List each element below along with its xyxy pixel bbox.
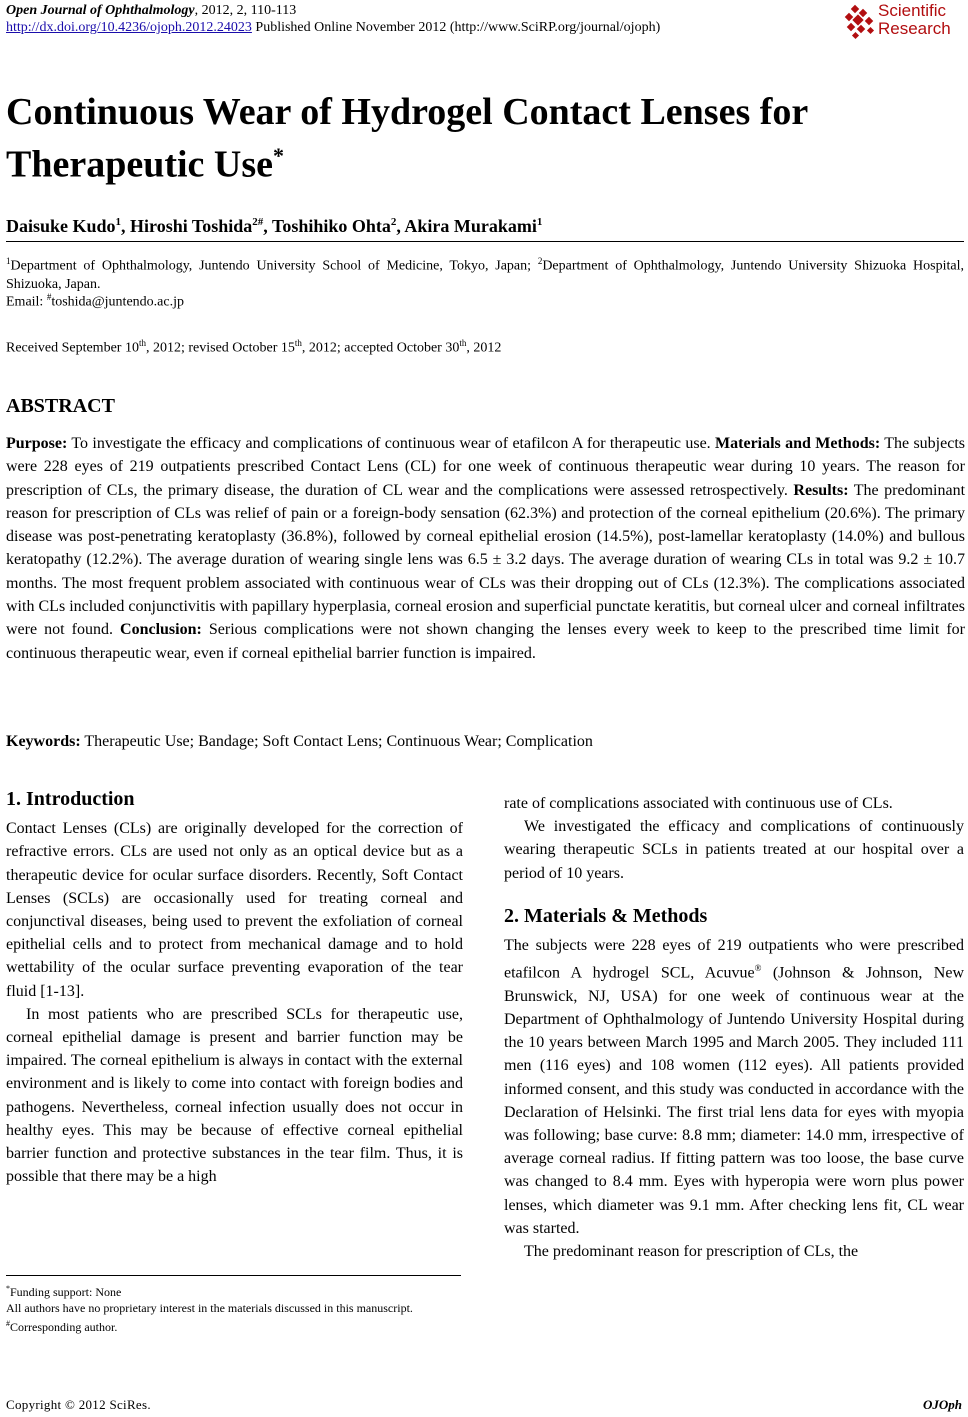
author-name: Toshihiko Ohta <box>271 216 391 236</box>
abstract-heading: ABSTRACT <box>6 395 115 417</box>
methods-label: Materials and Methods: <box>715 435 881 452</box>
methods-p1-end: (Johnson & Johnson, New Brunswick, NJ, USA) for one week of continuous wear at the Department of Ophthalmology of Juntendo University Hospital during the 10 years between March 1995 and March 2005. They included 111 men (116 eyes) and 108 women (112 eyes). All patients provided informed consent, and this study was conducted in accordance with the Declaration of Helsinki. The first trial lens data for eyes with myopia was following; base curve: 8.8 mm; diameter: 14.0 mm, irrespective of average corneal radius. If fitting pattern was too loose, the base curve was changed to 8.4 mm. Eyes with hyperopia were worn plus power lenses, which diameter was 9.1 mm. After checking lens fit, CL wear was started. <box>504 964 964 1237</box>
revised-sup: th <box>294 338 302 348</box>
copyright: Copyright © 2012 SciRes. <box>6 1397 151 1412</box>
keywords-label: Keywords: <box>6 733 81 750</box>
footnote-3-text: Corresponding author. <box>10 1320 118 1334</box>
author-affil-mark: 2 <box>390 216 397 228</box>
keywords-text: Therapeutic Use; Bandage; Soft Contact Lens; Continuous Wear; Complication <box>80 733 593 750</box>
affiliations <box>6 252 964 294</box>
title-footnote-mark: * <box>273 143 285 168</box>
author-affil-mark: 1 <box>536 216 543 228</box>
author-affil-mark: 1 <box>115 216 122 228</box>
purpose-label: Purpose: <box>6 435 68 452</box>
author-name: Daisuke Kudo <box>6 216 116 236</box>
logo-text <box>878 2 951 38</box>
methods-p1-start: The subjects were 228 eyes of 219 outpatients who were prescribed etafilcon A hydrogel SCL, Acuvue <box>504 937 964 982</box>
logo-line-1: Scientific <box>878 1 947 20</box>
intro-paragraph-3: We investigated the efficacy and complications of continuously wearing therapeutic SCLs in patients treated at our hospital over a period of 10 years. <box>504 818 964 882</box>
methods-heading: 2. Materials & Methods <box>504 904 708 927</box>
author-separator: , <box>121 216 131 236</box>
methods-paragraph-1 <box>504 934 964 1240</box>
scientific-research-logo-icon <box>842 4 878 40</box>
doi-line <box>6 20 660 36</box>
results-text: The predominant reason for prescription of CLs was relief of pain or a foreign-body sensation (62.3%) and protection of the corneal epithelium (20.6%). The primary disease was post-penetrating keratoplasty (36.8%), followed by corneal epithelial erosion (14.5%), post-lamellar keratoplasty (14.0%) and bullous keratopathy (12.2%). The average duration of wearing single lens was 6.5 ± 3.2 days. The average duration of wearing CLs in total was 9.2 ± 10.7 months. The most frequent problem associated with continuous wear of CLs was their dropping out of CLs (12.3%). The complications associated with CLs included conjunctivitis with papillary hyperplasia, corneal erosion and superficial punctate keratitis, but corneal ulcer and corneal infiltrates were not found. <box>6 481 966 639</box>
methods-text: The subjects were 228 eyes of 219 outpatients prescribed Contact Lens (CL) for one week of continuous therapeutic wear during 10 years. The reason for prescription of CLs, the primary disease, the duration of CL wear and the complications were assessed retrospectively. <box>6 435 966 499</box>
accepted-part: , 2012; accepted October 30 <box>301 340 460 356</box>
email-mark: # <box>46 292 52 302</box>
footnote-3-mark: # <box>6 1319 10 1328</box>
right-column <box>504 792 964 1263</box>
author-name: Akira Murakami <box>404 216 537 236</box>
author-affil-mark: 2# <box>252 216 264 228</box>
intro-paragraph-2: In most patients who are prescribed SCLs for therapeutic use, corneal epithelial damage is present and barrier function may be impaired. The corneal epithelium is always in contact with the external environment and is likely to come into contact with foreign bodies and pathogens. Nevertheless, corneal infection usually does not occur in healthy eyes. This may be because of effective corneal epithelial barrier function and protective substances in the tear film. Thus, it is possible that there may be a high <box>6 1005 463 1186</box>
logo-line-2: Research <box>878 19 951 38</box>
footnote-interest: All authors have no proprietary interest in the materials discussed in this manuscript. <box>6 1300 413 1315</box>
conclusion-text: Serious complications were not shown changing the lenses every week to keep to the prescribed time limit for continuous therapeutic wear, even if corneal epithelial barrier function is impaired. <box>6 621 965 662</box>
email-line <box>6 292 184 311</box>
revised-part: , 2012; revised October 15 <box>145 340 295 356</box>
author-separator: , <box>263 216 272 236</box>
footnote-rule <box>6 1275 461 1276</box>
journal-info: , 2012, 2, 110-113 <box>194 3 297 18</box>
article-title <box>6 90 946 187</box>
received-part: Received September 10 <box>6 340 139 356</box>
purpose-text: To investigate the efficacy and complications of continuous wear of etafilcon A for therapeutic use. <box>67 435 716 452</box>
header-rule <box>6 241 964 242</box>
footnote-funding <box>6 1281 461 1301</box>
left-column <box>6 788 463 1188</box>
accepted-sup: th <box>459 338 467 348</box>
intro-paragraph-1: Contact Lenses (CLs) are originally developed for the correction of refractive errors. CLs are used not only as an optical device but as a therapeutic device for ocular surface disorders. Recently, Soft Contact Lenses (SCLs) are occasionally used for treating corneal and conjunctival diseases, being used to prevent the exfoliation of corneal epithelial cells and to protect from mechanical damage and to hold wettability of the ocular surface preventing evaporation of the tear fluid [1-13]. <box>6 820 463 1000</box>
publisher-logo <box>842 2 962 42</box>
footnotes <box>6 1281 461 1336</box>
affil-2-mark: 2 <box>537 256 543 266</box>
doi-link[interactable]: http://dx.doi.org/10.4236/ojoph.2012.24023 <box>6 20 252 35</box>
affiliation-1: Department of Ophthalmology, Juntendo University School of Medicine, Tokyo, Japan; <box>10 258 538 274</box>
intro-paragraph-2-cont: rate of complications associated with continuous use of CLs. <box>504 795 893 812</box>
footnote-1-text: Funding support: None <box>10 1285 122 1299</box>
affiliation-2: Department of Ophthalmology, Juntendo University Shizuoka Hospital, Shizuoka, Japan. <box>6 258 964 292</box>
conclusion-label: Conclusion: <box>120 621 202 639</box>
registered-mark: ® <box>754 963 762 974</box>
journal-name: Open Journal of Ophthalmology <box>6 3 195 18</box>
email-address[interactable]: toshida@juntendo.ac.jp <box>51 294 184 310</box>
results-label: Results: <box>793 481 849 499</box>
methods-paragraph-2: The predominant reason for prescription of CLs, the <box>524 1242 859 1260</box>
title-text: Continuous Wear of Hydrogel Contact Lenses for Therapeutic Use <box>6 91 808 186</box>
author-name: Hiroshi Toshida <box>130 216 253 236</box>
footnote-corresponding <box>6 1316 461 1336</box>
year-part: , 2012 <box>466 340 502 356</box>
footnote-1-mark: * <box>6 1284 10 1293</box>
author-separator: , <box>396 216 405 236</box>
intro-heading: 1. Introduction <box>6 788 135 810</box>
published-note: Published Online November 2012 (http://www.SciRP.org/journal/ojoph) <box>251 20 661 35</box>
affil-1-mark: 1 <box>6 256 11 266</box>
journal-citation <box>6 3 296 19</box>
abstract-body <box>6 432 965 665</box>
journal-abbreviation: OJOph <box>922 1397 962 1412</box>
received-sup: th <box>138 338 146 348</box>
keywords-line <box>6 733 964 751</box>
author-list <box>6 216 542 237</box>
email-label: Email: <box>6 294 47 310</box>
received-dates <box>6 338 501 357</box>
